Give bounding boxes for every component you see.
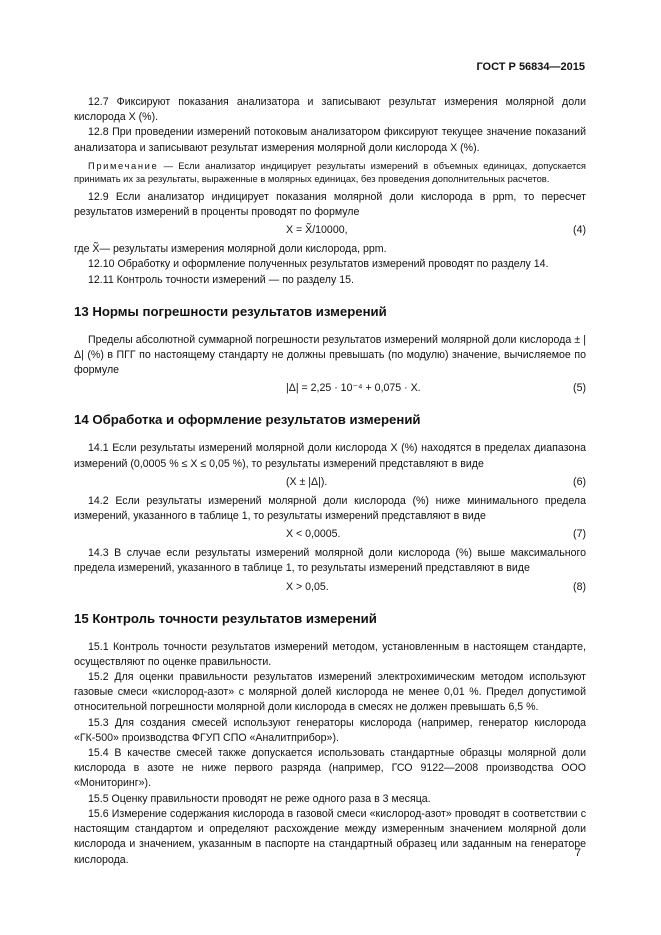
formula-8-expression: X > 0,05. (286, 580, 329, 593)
clause-15-6: 15.6 Измерение содержания кислорода в газовой смеси «кислород-азот» проводят в соответствии с настоящим стандартом и определяют расхождение между измеренным значением молярной доли кислорода и значением, указанным в паспорте на стандартный образец или заданным на генераторе кислорода. (74, 807, 586, 866)
formula-6-expression: (X ± |Δ|). (286, 475, 328, 488)
formula-6-number: (6) (573, 475, 586, 488)
clause-14-3: 14.3 В случае если результаты измерений молярной доли кислорода (%) выше максимального предела измерений, указанного в таблице 1, то результаты измерений представляют в виде (74, 547, 586, 575)
document-body (74, 95, 586, 868)
clause-12-7: 12.7 Фиксируют показания анализатора и записывают результат измерения молярной доли кислорода X (%). (74, 96, 586, 124)
note (74, 159, 586, 186)
formula-5-expression: |Δ| = 2,25 · 10⁻⁴ + 0,075 · X. (286, 382, 421, 395)
clause-14-2: 14.2 Если результаты измерений молярной доли кислорода (%) ниже минимального предела измерений, указанного в таблице 1, то результаты измерений представляют в виде (74, 494, 586, 523)
note-label: Примечание (88, 159, 159, 171)
clause-12-9: 12.9 Если анализатор индицирует показания молярной доли кислорода в ppm, то пересчет результатов измерений в проценты проводят по формуле (74, 190, 586, 219)
clause-12-10: 12.10 Обработку и оформление полученных результатов измерений проводят по разделу 14. (88, 258, 549, 271)
formula-4-where: где X̃— результаты измерения молярной доли кислорода, ppm. (74, 243, 387, 256)
clause-14-1: 14.1 Если результаты измерений молярной доли кислорода X (%) находятся в пределах диапазона измерений (0,0005 % ≤ X ≤ 0,05 %), то результаты измерений представляют в виде (74, 442, 586, 470)
formula-8-number: (8) (573, 580, 586, 593)
formula-4 (74, 223, 586, 238)
formula-8 (74, 580, 586, 595)
clause-15-5: 15.5 Оценку правильности проводят не реже одного раза в 3 месяца. (88, 792, 431, 805)
section-14-title: 14 Обработка и оформление результатов измерений (74, 412, 421, 428)
clause-12-8: 12.8 При проведении измерений потоковым анализатором фиксируют текущее значение показаний анализатора и записывают результат измерения молярной доли кислорода X (%). (74, 126, 586, 154)
clause-15-4: 15.4 В качестве смесей также допускается использовать стандартные образцы молярной доли кислорода в азоте не ниже первого разряда (например, ГСО 9122—2008 производства ООО «Мониторинг»). (74, 747, 586, 790)
section-13-text: Пределы абсолютной суммарной погрешности результатов измерений молярной доли кислорода ± |Δ| (%) в ПГГ по настоящему стандарту не должны превышать (по модулю) значение, вычисляемое по формуле (74, 333, 586, 377)
formula-7-expression: X < 0,0005. (286, 528, 341, 541)
formula-4-number: (4) (573, 224, 586, 237)
formula-7-number: (7) (573, 528, 586, 541)
formula-7 (74, 527, 586, 542)
document-header-id: ГОСТ Р 56834—2015 (476, 61, 585, 73)
clause-12-11: 12.11 Контроль точности измерений — по разделу 15. (88, 273, 354, 286)
page-number: 7 (574, 847, 581, 859)
section-13-title: 13 Нормы погрешности результатов измерений (74, 303, 387, 319)
section-15-title: 15 Контроль точности результатов измерений (74, 610, 377, 626)
formula-5-number: (5) (573, 382, 586, 395)
formula-4-expression: X = X̃/10000, (286, 224, 348, 237)
clause-15-1: 15.1 Контроль точности результатов измерений методом, установленным в настоящем стандарте, осуществляют по оценке правильности. (74, 640, 586, 668)
formula-6 (74, 475, 586, 490)
note-text: — Если анализатор индицирует результаты измерений в объемных единицах, допускается принимать их за результаты, выраженные в молярных единицах, без проведения дополнительных расчетов. (74, 159, 586, 185)
clause-15-2: 15.2 Для оценки правильности результатов измерений электрохимическим методом используют газовые смеси «кислород-азот» с молярной долей кислорода не менее 0,01 %. Предел допустимой относительной погрешности молярной доли кислорода в смесях не должен превышать 6,5 %. (74, 671, 586, 714)
formula-5 (74, 381, 586, 396)
clause-15-3: 15.3 Для создания смесей используют генераторы кислорода (например, генератор кислорода «ГК-500» производства ФГУП СПО «Аналитприбор»). (74, 716, 586, 744)
